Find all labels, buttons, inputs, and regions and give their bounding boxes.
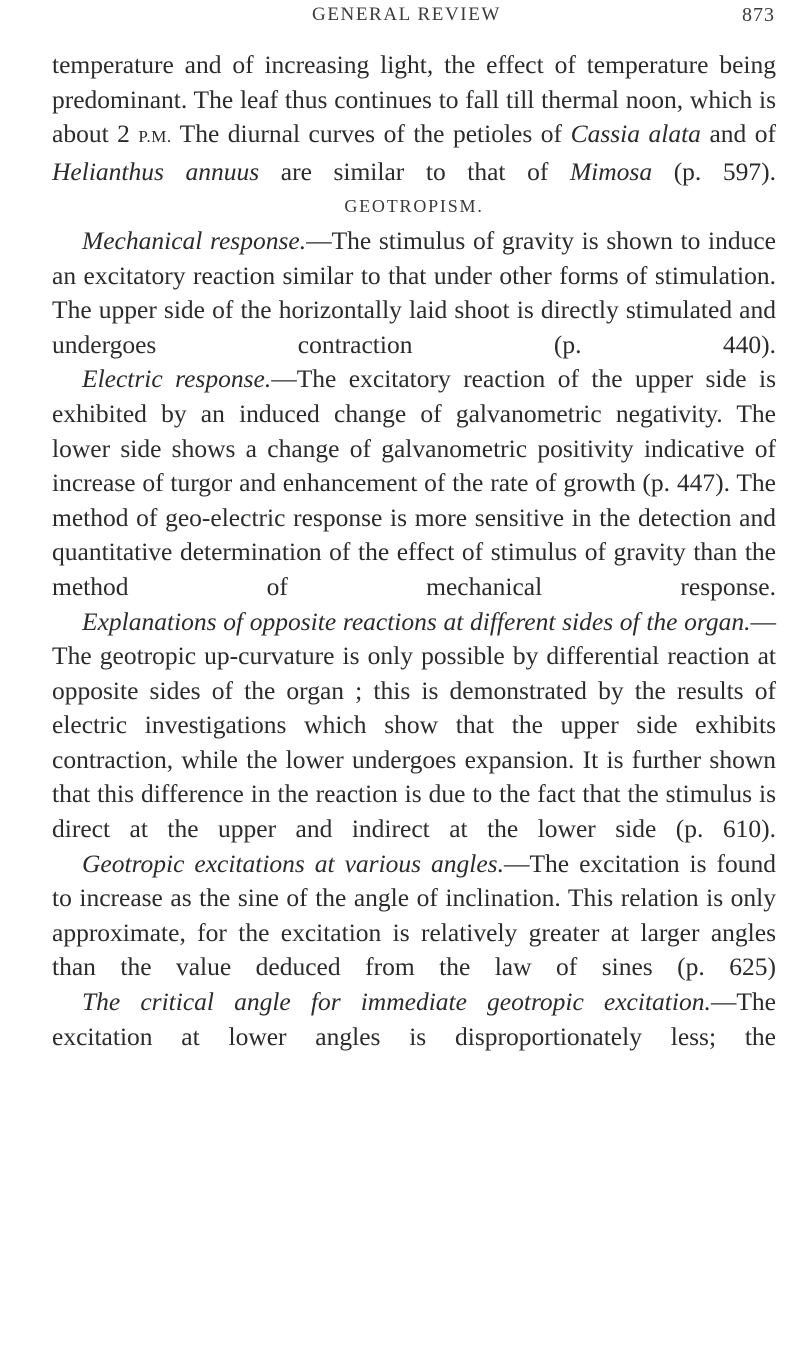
species-name: Cassia alata bbox=[570, 119, 701, 149]
paragraph-title: Geotropic excitations at various angles. bbox=[82, 848, 504, 878]
paragraph-body: —The stimulus of gravity is shown to induce an excitatory reaction similar to that under other forms of stimulation. The upper side of the horizontally laid shoot is directly stimulated and undergoes contraction (p. 440). bbox=[52, 225, 776, 359]
paragraph-title: Electric response. bbox=[82, 364, 272, 394]
running-title: GENERAL REVIEW bbox=[312, 4, 501, 25]
paragraph-electric-response bbox=[52, 362, 776, 604]
paragraph-title: Mechanical response. bbox=[82, 225, 307, 255]
paragraph-mechanical-response bbox=[52, 224, 776, 362]
body-text bbox=[52, 48, 776, 1054]
page-number: 873 bbox=[742, 4, 775, 26]
text-run: (p. 597). bbox=[652, 156, 777, 186]
section-heading: GEOTROPISM. bbox=[344, 196, 484, 217]
species-name: Helianthus annuus bbox=[52, 156, 260, 186]
time-unit: P.M. bbox=[138, 127, 172, 147]
paragraph-body: —The excitatory reaction of the upper side is exhibited by an induced change of galvanometric negativity. The lower side shows a change of galvanometric positivity indicative of increase of turgor and enhancement of the rate of growth (p. 447). The method of geo-electric response is more sensitive in the detection and quantitative determination of the effect of stimulus of gravity than the method of mechanical response. bbox=[52, 364, 777, 601]
paragraph-critical-angle bbox=[52, 985, 776, 1054]
paragraph-continuation bbox=[52, 48, 776, 189]
running-head bbox=[0, 4, 801, 34]
paragraph-explanations bbox=[52, 605, 776, 847]
paragraph-body: —The excitation at lower angles is disproportionately less; the bbox=[52, 987, 776, 1051]
species-name: Mimosa bbox=[569, 156, 653, 186]
paragraph-body: —The excitation is found to increase as the sine of the angle of inclination. This relation is only approximate, for the excitation is relatively greater at larger angles than the value deduced from the law of sines (p. 625) bbox=[52, 848, 776, 982]
paragraph-title: The critical angle for immediate geotropic excitation. bbox=[82, 987, 711, 1017]
text-run: The diurnal curves of the petioles of bbox=[171, 119, 571, 149]
text-run: temperature and of increasing light, the effect of temperature being predominant. The leaf thus continues to fall till thermal noon, which is about 2 bbox=[52, 50, 776, 149]
text-run: are similar to that of bbox=[259, 156, 570, 186]
paragraph-geotropic-excitations bbox=[52, 847, 776, 985]
text-run: and of bbox=[700, 119, 777, 149]
paragraph-body: —The geotropic up-curvature is only possible by differential reaction at opposite sides of the organ ; this is demonstrated by the results of electric investigations which show that the upper side exhibits contraction, while the lower undergoes expansion. It is further shown that this difference in the reaction is due to the fact that the stimulus is direct at the upper and indirect at the lower side (p. 610). bbox=[52, 606, 776, 844]
paragraph-title: Explanations of opposite reactions at different sides of the organ. bbox=[82, 606, 751, 636]
